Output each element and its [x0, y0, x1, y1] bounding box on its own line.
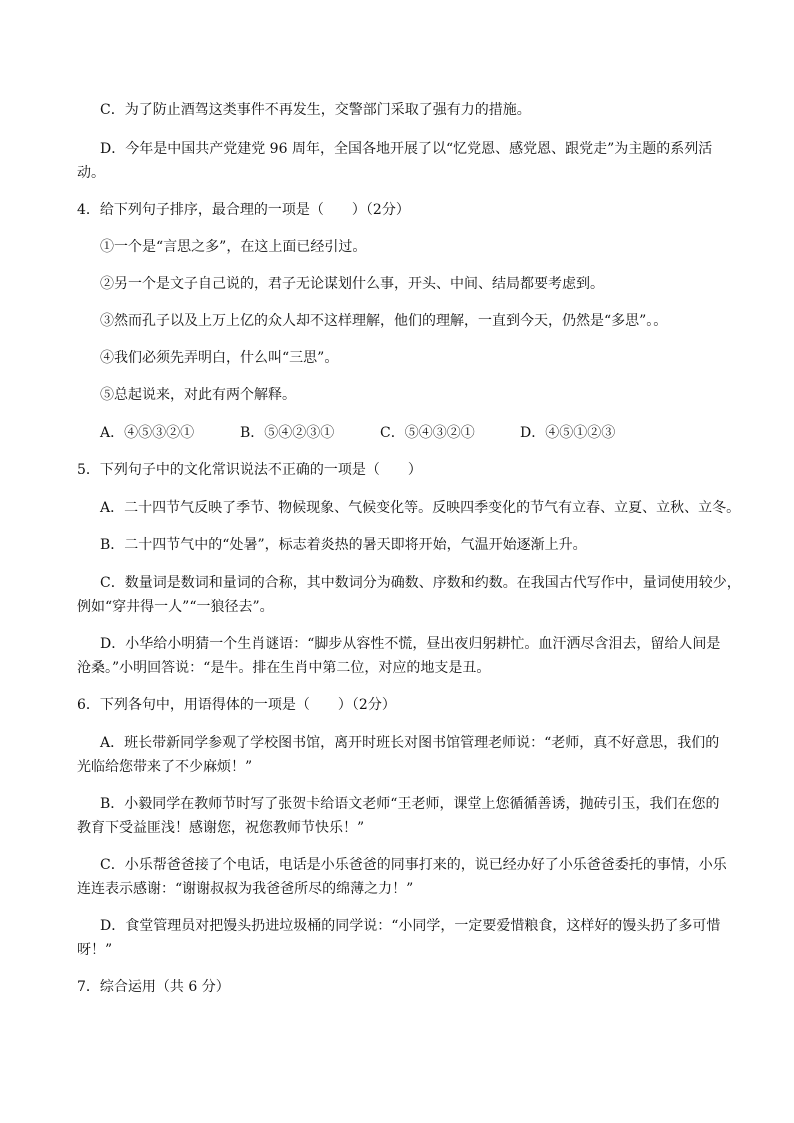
question-4-stem: 4．给下列句子排序，最合理的一项是（ ）（2分）	[77, 202, 410, 218]
prev-option-d-line2: 动。	[77, 165, 105, 181]
q6-option-d-line1: D．食堂管理员对把馒头扔进垃圾桶的同学说：“小同学，一定要爱惜粮食，这样好的馒头扔了多可惜	[100, 918, 721, 934]
q4-choice-a: A．④⑤③②①	[100, 425, 195, 441]
q5-option-c-line2: 例如“穿井得一人”“一狼径去”。	[77, 599, 274, 615]
q5-option-a: A．二十四节气反映了季节、物候现象、气候变化等。反映四季变化的节气有立春、立夏、立秋、立冬。	[100, 500, 741, 516]
q5-option-d-line1: D．小华给小明猜一个生肖谜语：“脚步从容性不慌，昼出夜归躬耕忙。血汗洒尽含泪去，留给人间是	[100, 636, 721, 652]
q5-option-d-line2: 沧桑。”小明回答说：“是牛。排在生肖中第二位，对应的地支是丑。	[77, 660, 491, 676]
q5-option-c-line1: C．数量词是数词和量词的合称，其中数词分为确数、序数和约数。在我国古代写作中，量词使用较少，	[100, 575, 741, 591]
q6-option-c-line1: C．小乐帮爸爸接了个电话，电话是小乐爸爸的同事打来的，说已经办好了小乐爸爸委托的事情，小乐	[100, 857, 727, 873]
question-5-stem: 5．下列句子中的文化常识说法不正确的一项是（ ）	[77, 462, 422, 478]
q4-sentence-5: ⑤总起说来，对此有两个解释。	[100, 387, 296, 403]
question-7-stem: 7．综合运用（共 6 分）	[77, 979, 230, 995]
q6-option-b-line1: B．小毅同学在教师节时写了张贺卡给语文老师“王老师，课堂上您循循善诱，抛砖引玉，我们在您的	[100, 796, 720, 812]
q4-sentence-1: ①一个是“言思之多”，在这上面已经引过。	[100, 239, 367, 255]
q6-option-a-line1: A．班长带新同学参观了学校图书馆，离开时班长对图书馆管理老师说：“老师，真不好意思，我们的	[100, 735, 720, 751]
q5-option-b: B．二十四节气中的“处暑”，标志着炎热的暑天即将开始，气温开始逐渐上升。	[100, 537, 587, 553]
q6-option-b-line2: 教育下受益匪浅！感谢您，祝您教师节快乐！”	[77, 820, 365, 836]
q4-sentence-2: ②另一个是文子自己说的，君子无论谋划什么事，开头、中间、结局都要考虑到。	[100, 276, 604, 292]
q4-choice-c: C．⑤④③②①	[380, 425, 475, 441]
q6-option-c-line2: 连连表示感谢：“谢谢叔叔为我爸爸所尽的绵薄之力！”	[77, 881, 414, 897]
prev-option-c: C．为了防止酒驾这类事件不再发生，交警部门采取了强有力的措施。	[100, 102, 531, 118]
q4-choice-d: D．④⑤①②③	[520, 425, 616, 441]
question-6-stem: 6．下列各句中，用语得体的一项是（ ）（2分）	[77, 697, 396, 713]
q4-sentence-4: ④我们必须先弄明白，什么叫“三思”。	[100, 350, 339, 366]
q4-sentence-3: ③然而孔子以及上万上亿的众人却不这样理解，他们的理解，一直到今天，仍然是“多思”。。	[100, 313, 668, 329]
q6-option-a-line2: 光临给您带来了不少麻烦！”	[77, 759, 253, 775]
prev-option-d-line1: D．今年是中国共产党建党 96 周年，全国各地开展了以“忆党恩、感党恩、跟党走”为主题的系列活	[100, 141, 713, 157]
q4-choice-b: B．⑤④②③①	[240, 425, 335, 441]
q6-option-d-line2: 呀！”	[77, 942, 113, 958]
